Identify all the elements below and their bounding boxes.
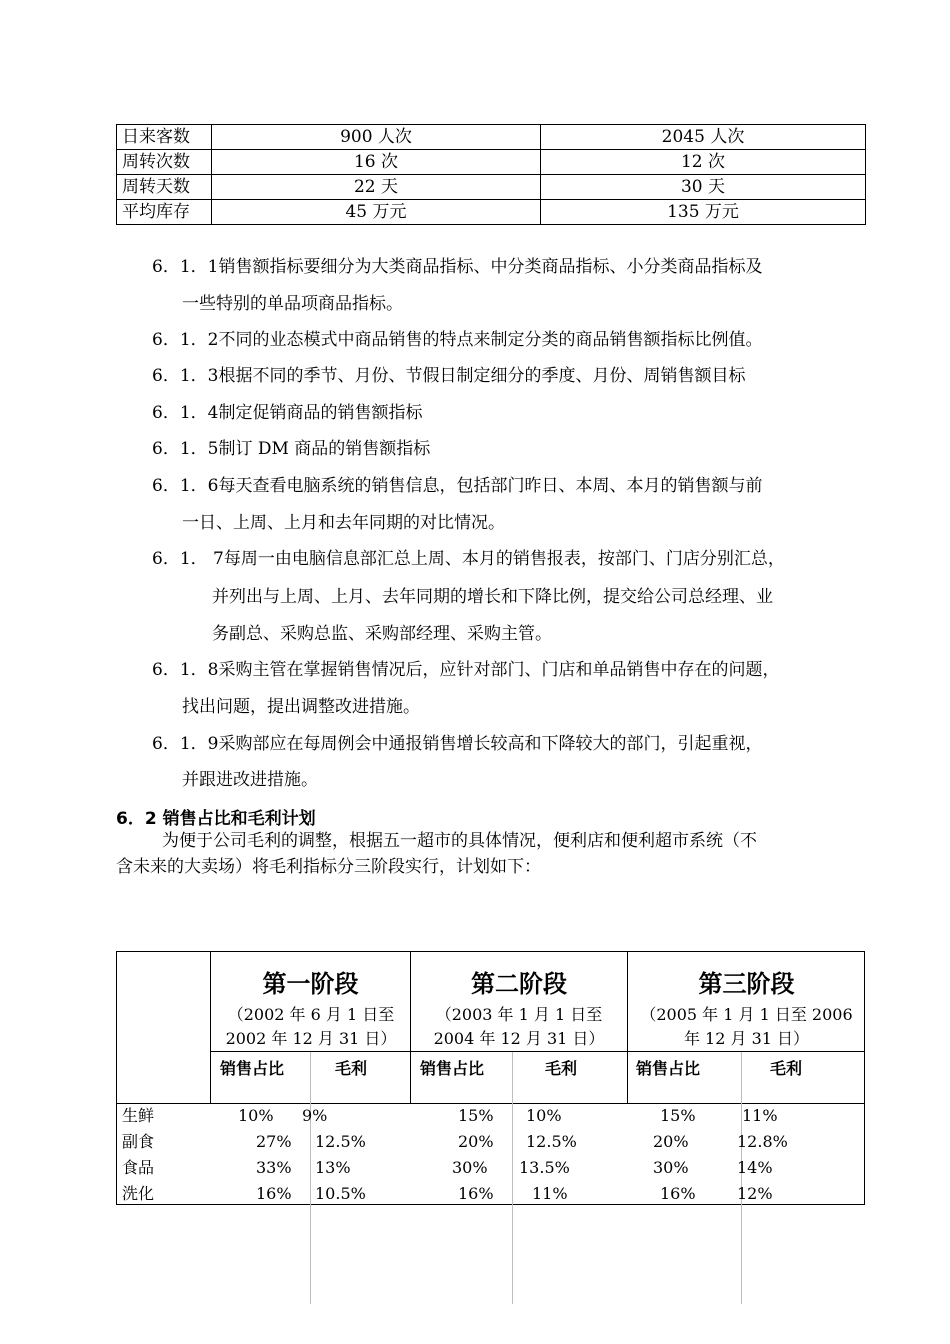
list-item (152, 549, 785, 569)
table-cell: 900 人次 (212, 125, 541, 150)
table-cell: 16 次 (212, 150, 541, 175)
table-cell: 13% (315, 1158, 351, 1177)
item-text-continued: 并跟进改进措施。 (182, 770, 318, 790)
row-label: 洗化 (122, 1184, 155, 1203)
table-cell: 2045 人次 (541, 125, 866, 150)
table-cell: 33% (256, 1158, 292, 1177)
table-cell: 9% (302, 1106, 328, 1125)
table-cell: 12% (737, 1184, 773, 1203)
phase-title: 第二阶段 (471, 970, 567, 998)
row-label: 日来客数 (117, 125, 212, 150)
table-cell: 22 天 (212, 175, 541, 200)
paragraph-line: 为便于公司毛利的调整，根据五一超市的具体情况，便利店和便利超市系统（不 (162, 831, 757, 851)
table-cell: 30 天 (541, 175, 866, 200)
list-item (152, 660, 779, 680)
item-text-continued: 务副总、采购总监、采购部经理、采购主管。 (212, 624, 552, 644)
col-header-margin: 毛利 (770, 1059, 803, 1078)
item-text-continued: 并列出与上周、上月、去年同期的增长和下降比例，提交给公司总经理、业 (212, 587, 773, 607)
table-cell: 16% (458, 1184, 494, 1203)
item-text: 根据不同的季节、月份、节假日制定细分的季度、月份、周销售额目标 (218, 366, 746, 386)
col-header-margin: 毛利 (335, 1059, 368, 1078)
table-cell: 45 万元 (212, 200, 541, 225)
item-text: 每天查看电脑系统的销售信息，包括部门昨日、本周、本月的销售额与前 (218, 476, 763, 496)
item-number: 6．1．5 (152, 439, 219, 459)
table-cell: 14% (737, 1158, 773, 1177)
item-text: 销售额指标要细分为大类商品指标、中分类商品指标、小分类商品指标及 (218, 257, 763, 277)
table-cell: 20% (653, 1132, 689, 1151)
table-row (117, 200, 866, 225)
item-text: 采购主管在掌握销售情况后，应针对部门、门店和单品销售中存在的问题， (218, 660, 780, 680)
row-label: 周转次数 (117, 150, 212, 175)
phase-period: （2002 年 6 月 1 日至 2002 年 12 月 31 日） (225, 1005, 397, 1048)
row-label: 生鲜 (122, 1106, 155, 1125)
list-item (152, 366, 745, 386)
item-text: 采购部应在每周例会中通报销售增长较高和下降较大的部门，引起重视， (218, 734, 763, 754)
item-number: 6．1．1 (152, 257, 219, 277)
list-item (152, 734, 762, 754)
table-cell: 12 次 (541, 150, 866, 175)
table-row (117, 150, 866, 175)
list-item (152, 403, 422, 423)
table-cell: 27% (256, 1132, 292, 1151)
table-cell: 12.5% (315, 1132, 366, 1151)
phase-title: 第三阶段 (698, 970, 795, 998)
row-label: 副食 (122, 1132, 155, 1151)
item-number: 6．1．9 (152, 734, 219, 754)
item-text-continued: 找出问题，提出调整改进措施。 (182, 697, 420, 717)
list-item (152, 330, 762, 350)
item-text: 制订 DM 商品的销售额指标 (218, 439, 431, 459)
item-number: 6．1．8 (152, 660, 219, 680)
item-text: 制定促销商品的销售额指标 (218, 403, 423, 423)
table-cell: 11% (742, 1106, 778, 1125)
table-cell: 11% (532, 1184, 568, 1203)
sub-column-line (741, 1052, 742, 1304)
table-cell: 135 万元 (541, 200, 866, 225)
item-text-continued: 一些特别的单品项商品指标。 (182, 294, 403, 314)
table-cell: 30% (452, 1158, 488, 1177)
list-item (152, 476, 762, 496)
phase-period: （2003 年 1 月 1 日至 2004 年 12 月 31 日） (433, 1005, 605, 1048)
list-item (152, 257, 762, 277)
paragraph-line: 含未来的大卖场）将毛利指标分三阶段实行，计划如下： (116, 857, 541, 877)
table-grid-line (210, 1051, 865, 1052)
item-number: 6．1．3 (152, 366, 219, 386)
item-number: 6．1． 7 (152, 549, 224, 569)
col-header-share: 销售占比 (220, 1059, 285, 1078)
item-number: 6．1．2 (152, 330, 219, 350)
table-cell: 15% (458, 1106, 494, 1125)
item-text-continued: 一日、上周、上月和去年同期的对比情况。 (182, 513, 505, 533)
list-item (152, 439, 430, 459)
item-number: 6．1．6 (152, 476, 219, 496)
table-cell: 12.8% (737, 1132, 788, 1151)
item-text: 不同的业态模式中商品销售的特点来制定分类的商品销售额指标比例值。 (218, 330, 763, 350)
table-cell: 20% (458, 1132, 494, 1151)
row-label: 平均库存 (117, 200, 212, 225)
table-cell: 10.5% (315, 1184, 366, 1203)
item-text: 每周一由电脑信息部汇总上周、本月的销售报表，按部门、门店分别汇总， (223, 549, 785, 569)
col-header-share: 销售占比 (636, 1059, 701, 1078)
table-grid-line (116, 1103, 865, 1104)
phase-period: （2005 年 1 月 1 日至 2006 年 12 月 31 日） (640, 1005, 853, 1048)
table-cell: 13.5% (519, 1158, 570, 1177)
table-cell: 15% (660, 1106, 696, 1125)
phase-title: 第一阶段 (262, 970, 359, 998)
table-cell: 16% (660, 1184, 696, 1203)
table-cell: 10% (526, 1106, 562, 1125)
table-cell: 30% (653, 1158, 689, 1177)
col-header-margin: 毛利 (545, 1059, 578, 1078)
table-row (117, 125, 866, 150)
table-cell: 16% (256, 1184, 292, 1203)
table-row (117, 175, 866, 200)
indicator-table (116, 124, 866, 225)
table-cell: 12.5% (526, 1132, 577, 1151)
row-label: 食品 (122, 1158, 155, 1177)
sub-column-line (310, 1052, 311, 1304)
table-cell: 10% (238, 1106, 274, 1125)
section-heading: 6．2 销售占比和毛利计划 (116, 809, 316, 829)
sub-column-line (512, 1052, 513, 1304)
col-header-share: 销售占比 (420, 1059, 485, 1078)
row-label: 周转天数 (117, 175, 212, 200)
item-number: 6．1．4 (152, 403, 219, 423)
